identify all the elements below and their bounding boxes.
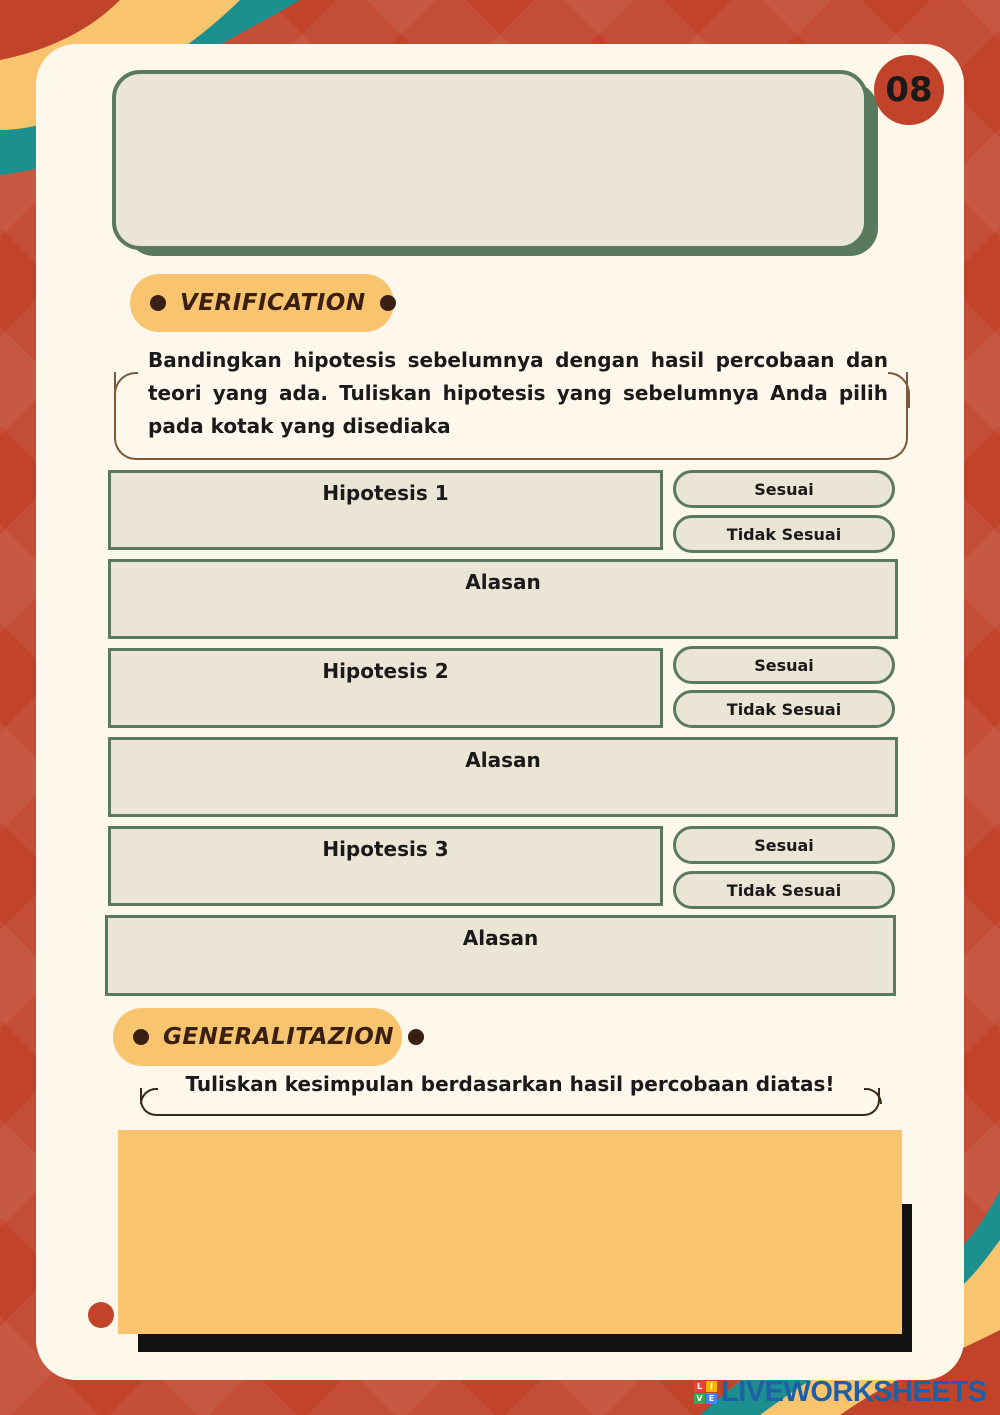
reason-2-box[interactable] (108, 737, 898, 817)
hypothesis-2-label: Hipotesis 2 (322, 659, 449, 683)
hypothesis-3-tidak-sesuai-button[interactable]: Tidak Sesuai (673, 871, 895, 909)
verification-instruction: Bandingkan hipotesis sebelumnya dengan hasil percobaan dan teori yang ada. Tuliskan hipotesis yang sebelumnya Anda pilih pada kotak yang disediaka (148, 344, 888, 443)
reason-3-label: Alasan (462, 926, 539, 950)
hypothesis-2-sesuai-button[interactable]: Sesuai (673, 646, 895, 684)
generalization-instruction: Tuliskan kesimpulan berdasarkan hasil percobaan diatas! (180, 1072, 840, 1096)
hypothesis-3-box[interactable] (108, 826, 663, 906)
page-number-badge: 08 (874, 55, 944, 125)
logo-letter: E (706, 1393, 717, 1404)
liveworksheets-wordmark: LIVEWORKSHEETS (721, 1375, 987, 1408)
verification-heading: VERIFICATION (180, 290, 366, 316)
hypothesis-2-tidak-sesuai-button[interactable]: Tidak Sesuai (673, 690, 895, 728)
hypothesis-3-sesuai-button[interactable]: Sesuai (673, 826, 895, 864)
reason-2-label: Alasan (465, 748, 541, 772)
logo-letter: I (706, 1381, 717, 1392)
bullet-dot-icon (408, 1029, 424, 1045)
bullet-dot-icon (133, 1029, 149, 1045)
hypothesis-3-label: Hipotesis 3 (322, 837, 449, 861)
decorative-dot (88, 1302, 114, 1328)
verification-heading-pill (130, 274, 394, 332)
reason-1-label: Alasan (465, 570, 541, 594)
liveworksheets-logo-mark (694, 1381, 717, 1404)
bullet-dot-icon (380, 295, 396, 311)
reason-3-box[interactable] (105, 915, 896, 996)
hypothesis-1-sesuai-button[interactable]: Sesuai (673, 470, 895, 508)
reason-1-box[interactable] (108, 559, 898, 639)
bullet-dot-icon (150, 295, 166, 311)
hypothesis-1-label: Hipotesis 1 (322, 481, 449, 505)
generalization-heading: GENERALITAZION (163, 1024, 395, 1050)
logo-letter: V (694, 1393, 705, 1404)
conclusion-input[interactable] (118, 1130, 902, 1334)
hypothesis-2-box[interactable] (108, 648, 663, 728)
hypothesis-1-tidak-sesuai-button[interactable]: Tidak Sesuai (673, 515, 895, 553)
logo-letter: L (694, 1381, 705, 1392)
title-input-box[interactable] (112, 70, 868, 250)
liveworksheets-logo (694, 1376, 986, 1408)
generalization-heading-pill (113, 1008, 402, 1066)
hypothesis-1-box[interactable] (108, 470, 663, 550)
